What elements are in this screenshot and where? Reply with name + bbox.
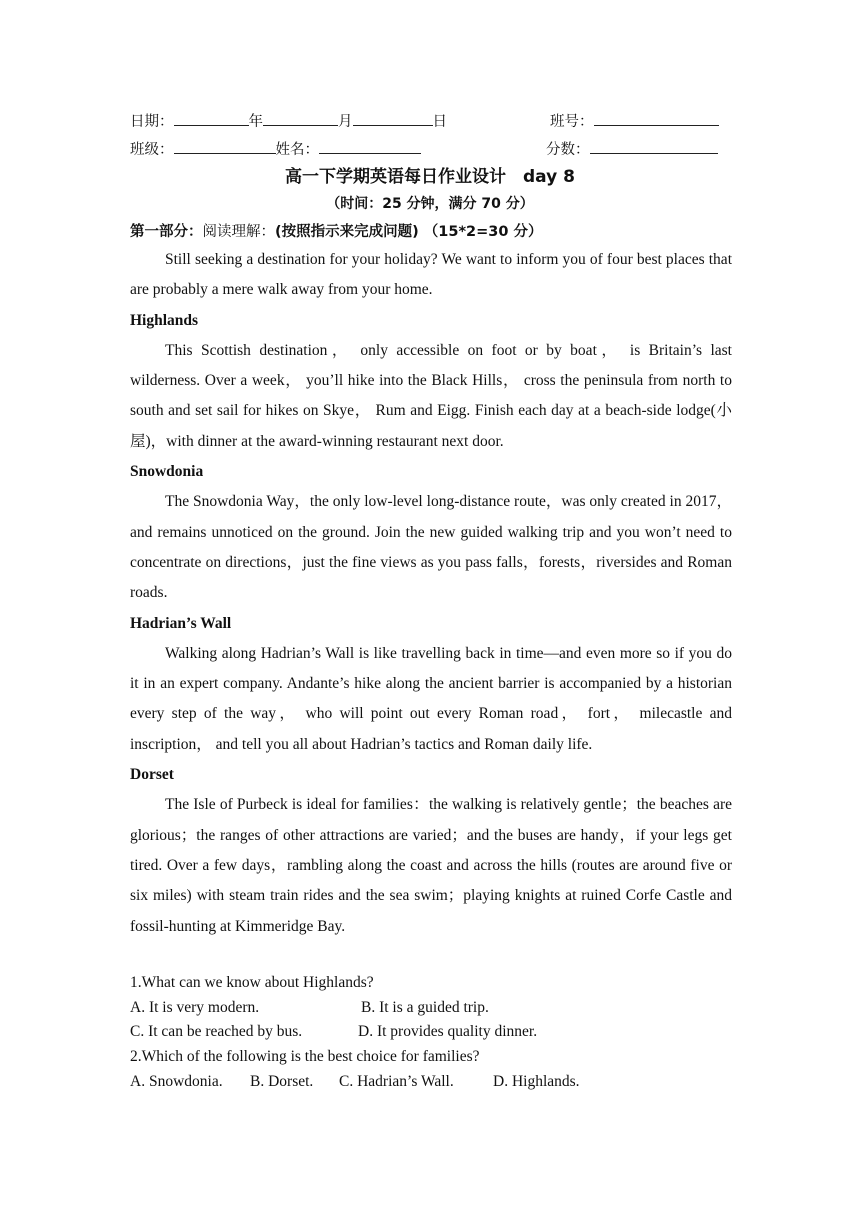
header-row-class-no (550, 111, 719, 132)
header-row-date (130, 111, 447, 132)
place-heading-highlands: Highlands (130, 311, 199, 329)
question-2-option-d[interactable]: D. Highlands. (493, 1072, 580, 1090)
month-label: 月 (338, 114, 353, 130)
date-day-blank[interactable] (353, 111, 433, 126)
section-name: 阅读理解： (202, 224, 275, 240)
date-year-blank[interactable] (174, 111, 249, 126)
question-2-option-a[interactable]: A. Snowdonia. (130, 1072, 223, 1090)
place-heading-dorset: Dorset (130, 766, 174, 784)
class-no-blank[interactable] (594, 111, 719, 126)
reading-passage (130, 245, 732, 942)
year-label: 年 (248, 114, 263, 130)
score-label: 分数： (546, 142, 590, 158)
question-1-option-d[interactable]: D. It provides quality dinner. (358, 1023, 538, 1041)
date-label: 日期： (130, 114, 174, 130)
section-instructions: (按照指示来完成问题) （15*2=30 分） (275, 224, 543, 240)
header-row-score (546, 139, 718, 160)
question-2-option-c[interactable]: C. Hadrian’s Wall. (339, 1072, 454, 1090)
page-subtitle: （时间：25 分钟，满分 70 分） (326, 196, 534, 212)
class-no-label: 班号： (550, 114, 594, 130)
day-label: 日 (432, 114, 447, 130)
grade-blank[interactable] (174, 139, 276, 154)
question-1-options-row-1 (130, 996, 750, 1021)
question-1-option-c[interactable]: C. It can be reached by bus. (130, 1023, 303, 1041)
name-label: 姓名： (275, 142, 319, 158)
place-heading-snowdonia: Snowdonia (130, 463, 204, 481)
section-heading (130, 220, 543, 241)
date-month-blank[interactable] (263, 111, 338, 126)
header-row-grade (130, 139, 421, 160)
question-2-stem: 2.Which of the following is the best choice for families? (130, 1048, 480, 1066)
score-blank[interactable] (590, 139, 718, 154)
name-blank[interactable] (319, 139, 421, 154)
section-part: 第一部分： (130, 224, 203, 240)
place-text-highlands: This Scottish destination， only accessible on foot or by boat， is Britain’s last wilderness. Over a week， you’ll hike into the Black Hills， cross the peninsula from north to south and set sail for hikes on Skye， Rum and Eigg. Finish each day at a beach-side lodge(小屋)，with dinner at the award-winning restaurant next door. (130, 341, 732, 450)
questions-block (130, 971, 750, 1095)
question-1-option-b[interactable]: B. It is a guided trip. (361, 998, 489, 1016)
question-1-option-a[interactable]: A. It is very modern. (130, 998, 260, 1016)
place-text-snowdonia: The Snowdonia Way，the only low-level long-distance route，was only created in 2017，and remains unnoticed on the ground. Join the new guided walking trip and you won’t need to concentrate on directions，just the fine views as you pass falls，forests，riversides and Roman roads. (130, 493, 732, 602)
grade-label: 班级： (130, 142, 174, 158)
question-2-options-row (130, 1070, 750, 1095)
question-1-stem: 1.What can we know about Highlands? (130, 974, 374, 991)
place-text-hadrians-wall: Walking along Hadrian’s Wall is like travelling back in time—and even more so if you do it in an expert company. Andante’s hike along the ancient barrier is accompanied by a historian every step of the way， who will point out every Roman road， fort， milecastle and inscription， and tell you all about Hadrian’s tactics and Roman daily life. (130, 644, 732, 753)
passage-intro: Still seeking a destination for your holiday? We want to inform you of four best places that are probably a mere walk away from your home. (130, 251, 732, 299)
page-title: 高一下学期英语每日作业设计 day 8 (285, 167, 575, 187)
question-2-option-b[interactable]: B. Dorset. (250, 1072, 314, 1090)
place-heading-hadrians-wall: Hadrian’s Wall (130, 614, 232, 632)
question-1-options-row-2 (130, 1020, 750, 1045)
place-text-dorset: The Isle of Purbeck is ideal for families：the walking is relatively gentle；the beaches are glorious；the ranges of other attractions are varied；and the buses are handy，if your legs get tired. Over a few days，rambling along the coast and across the hills (routes are around five or six miles) with steam train rides and the sea swim；playing knights at ruined Corfe Castle and fossil-hunting at Kimmeridge Bay. (130, 796, 732, 935)
